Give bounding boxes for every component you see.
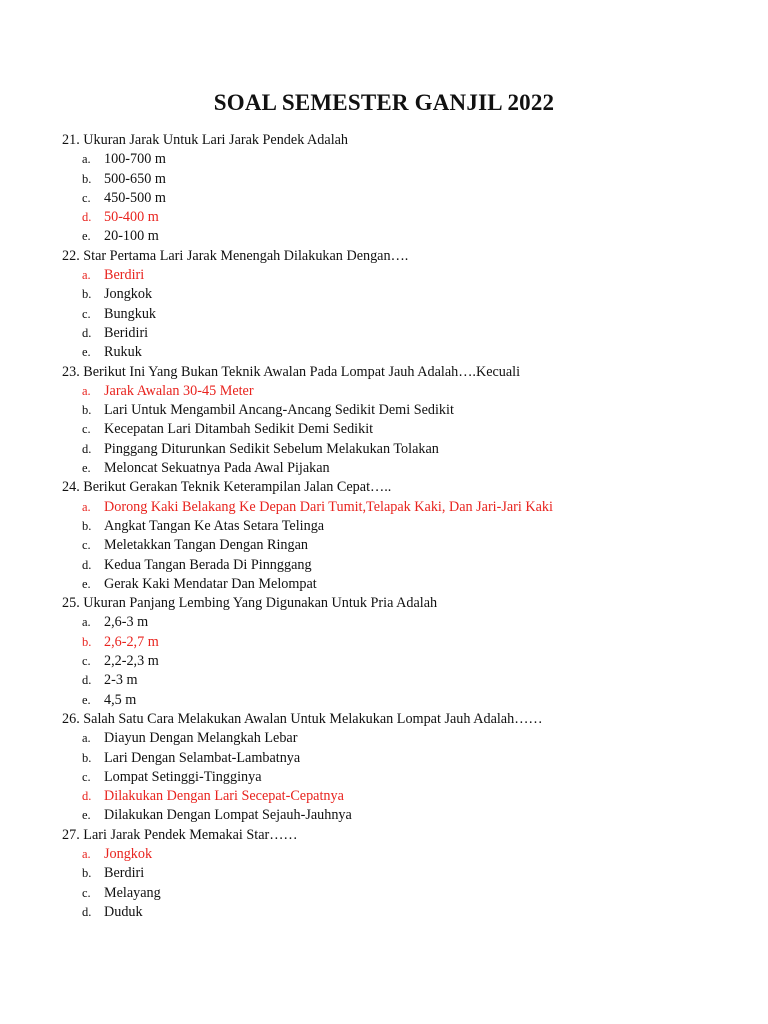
question-number: 26. bbox=[62, 710, 80, 727]
answer-option bbox=[62, 170, 752, 189]
question-number: 21. bbox=[62, 132, 80, 148]
answer-option-correct bbox=[62, 787, 752, 806]
option-text: Duduk bbox=[104, 903, 143, 920]
option-text: 2,6-3 m bbox=[104, 614, 149, 631]
option-letter: b. bbox=[82, 750, 92, 765]
answer-option-correct bbox=[62, 266, 752, 285]
option-text: Lompat Setinggi-Tingginya bbox=[104, 768, 262, 785]
question-text: Lari Jarak Pendek Memakai Star…… bbox=[83, 826, 298, 843]
option-text: 500-650 m bbox=[104, 170, 166, 187]
question-25 bbox=[62, 594, 752, 613]
option-text: Meletakkan Tangan Dengan Ringan bbox=[104, 537, 309, 554]
answer-option bbox=[62, 324, 752, 343]
question-26 bbox=[62, 710, 752, 729]
option-text: Lari Untuk Mengambil Ancang-Ancang Sedikit Demi Sedikit bbox=[104, 402, 454, 419]
option-letter: d. bbox=[82, 325, 92, 340]
answer-option bbox=[62, 749, 752, 768]
answer-option bbox=[62, 227, 752, 246]
question-number: 25. bbox=[62, 595, 80, 612]
question-text: Berikut Gerakan Teknik Keterampilan Jalan Cepat….. bbox=[83, 479, 392, 496]
answer-option bbox=[62, 884, 752, 903]
option-text: 100-700 m bbox=[104, 151, 166, 168]
option-letter: a. bbox=[82, 731, 91, 746]
question-27 bbox=[62, 826, 752, 845]
option-letter: e. bbox=[82, 576, 91, 591]
answer-option bbox=[62, 305, 752, 324]
option-text: 20-100 m bbox=[104, 228, 159, 245]
option-text: 2-3 m bbox=[104, 672, 138, 689]
option-text: Rukuk bbox=[104, 344, 142, 361]
option-text: Melayang bbox=[104, 884, 161, 901]
option-letter: c. bbox=[82, 306, 91, 321]
answer-option bbox=[62, 613, 752, 632]
question-number: 24. bbox=[62, 479, 80, 496]
option-letter: a. bbox=[82, 615, 91, 630]
option-text: Pinggang Diturunkan Sedikit Sebelum Melakukan Tolakan bbox=[104, 440, 439, 457]
option-letter: c. bbox=[82, 654, 91, 669]
answer-option bbox=[62, 864, 752, 883]
option-letter: d. bbox=[82, 210, 92, 225]
answer-option bbox=[62, 150, 752, 169]
question-23 bbox=[62, 363, 752, 382]
option-text: 4,5 m bbox=[104, 691, 137, 708]
question-22 bbox=[62, 247, 752, 266]
document-title: SOAL SEMESTER GANJIL 2022 bbox=[213, 90, 555, 115]
option-letter: c. bbox=[82, 538, 91, 553]
option-letter: c. bbox=[82, 769, 91, 784]
option-letter: a. bbox=[82, 499, 91, 514]
option-text: Dilakukan Dengan Lari Secepat-Cepatnya bbox=[104, 788, 344, 805]
option-text: 2,2-2,3 m bbox=[104, 653, 159, 670]
question-text: Salah Satu Cara Melakukan Awalan Untuk Melakukan Lompat Jauh Adalah…… bbox=[83, 710, 543, 727]
option-letter: e. bbox=[82, 229, 91, 244]
answer-option bbox=[62, 401, 752, 420]
answer-option-correct bbox=[62, 382, 752, 401]
question-24 bbox=[62, 478, 752, 497]
option-letter: b. bbox=[82, 287, 92, 302]
option-letter: a. bbox=[82, 846, 91, 861]
answer-option-correct bbox=[62, 845, 752, 864]
option-letter: d. bbox=[82, 441, 92, 456]
option-text: Angkat Tangan Ke Atas Setara Telinga bbox=[104, 517, 325, 534]
answer-option bbox=[62, 459, 752, 478]
question-text: Berikut Ini Yang Bukan Teknik Awalan Pada Lompat Jauh Adalah….Kecuali bbox=[83, 363, 521, 380]
option-text: Bungkuk bbox=[104, 305, 157, 322]
option-text: Jongkok bbox=[104, 845, 153, 862]
option-text: 2,6-2,7 m bbox=[104, 633, 159, 650]
answer-option bbox=[62, 556, 752, 575]
answer-option bbox=[62, 440, 752, 459]
option-letter: b. bbox=[82, 634, 92, 649]
question-text: Ukuran Panjang Lembing Yang Digunakan Untuk Pria Adalah bbox=[83, 595, 438, 612]
option-letter: c. bbox=[82, 885, 91, 900]
option-text: Dilakukan Dengan Lompat Sejauh-Jauhnya bbox=[104, 807, 352, 824]
answer-option bbox=[62, 517, 752, 536]
option-letter: a. bbox=[82, 152, 91, 167]
option-letter: d. bbox=[82, 673, 92, 688]
option-text: Dorong Kaki Belakang Ke Depan Dari Tumit,Telapak Kaki, Dan Jari-Jari Kaki bbox=[104, 498, 553, 515]
answer-option bbox=[62, 536, 752, 555]
option-text: Kedua Tangan Berada Di Pinnggang bbox=[104, 556, 312, 573]
question-number: 27. bbox=[62, 826, 80, 843]
option-letter: e. bbox=[82, 461, 91, 476]
question-number: 22. bbox=[62, 247, 80, 264]
option-letter: c. bbox=[82, 190, 91, 205]
question-text: Ukuran Jarak Untuk Lari Jarak Pendek Adalah bbox=[83, 132, 349, 148]
answer-option bbox=[62, 189, 752, 208]
option-letter: e. bbox=[82, 345, 91, 360]
option-text: Beridiri bbox=[104, 324, 149, 341]
option-letter: d. bbox=[82, 789, 92, 804]
option-text: Lari Dengan Selambat-Lambatnya bbox=[104, 749, 301, 766]
answer-option-correct bbox=[62, 633, 752, 652]
option-letter: e. bbox=[82, 808, 91, 823]
question-number: 23. bbox=[62, 363, 80, 380]
option-text: Berdiri bbox=[104, 865, 145, 882]
answer-option bbox=[62, 729, 752, 748]
answer-option bbox=[62, 652, 752, 671]
option-text: Gerak Kaki Mendatar Dan Melompat bbox=[104, 575, 317, 592]
option-text: Berdiri bbox=[104, 267, 145, 284]
option-letter: b. bbox=[82, 403, 92, 418]
option-text: Kecepatan Lari Ditambah Sedikit Demi Sedikit bbox=[104, 421, 374, 438]
option-letter: b. bbox=[82, 171, 92, 186]
option-letter: c. bbox=[82, 422, 91, 437]
option-text: Jarak Awalan 30-45 Meter bbox=[104, 382, 254, 399]
question-text: Star Pertama Lari Jarak Menengah Dilakukan Dengan…. bbox=[83, 247, 409, 264]
option-letter: d. bbox=[82, 557, 92, 572]
option-letter: b. bbox=[82, 518, 92, 533]
option-letter: d. bbox=[82, 904, 92, 919]
question-21 bbox=[62, 131, 752, 150]
option-letter: e. bbox=[82, 692, 91, 707]
answer-option bbox=[62, 420, 752, 439]
answer-option bbox=[62, 671, 752, 690]
answer-option-correct bbox=[62, 208, 752, 227]
answer-option bbox=[62, 903, 752, 922]
answer-option bbox=[62, 575, 752, 594]
answer-option bbox=[62, 285, 752, 304]
option-letter: a. bbox=[82, 268, 91, 283]
question-list bbox=[62, 131, 752, 922]
option-text: 450-500 m bbox=[104, 189, 166, 206]
option-text: Jongkok bbox=[104, 286, 153, 303]
answer-option-correct bbox=[62, 498, 752, 517]
answer-option bbox=[62, 768, 752, 787]
option-text: Meloncat Sekuatnya Pada Awal Pijakan bbox=[104, 460, 330, 477]
option-letter: a. bbox=[82, 383, 91, 398]
option-letter: b. bbox=[82, 866, 92, 881]
answer-option bbox=[62, 691, 752, 710]
answer-option bbox=[62, 343, 752, 362]
option-text: Diayun Dengan Melangkah Lebar bbox=[104, 730, 298, 747]
option-text: 50-400 m bbox=[104, 209, 159, 226]
answer-option bbox=[62, 806, 752, 825]
